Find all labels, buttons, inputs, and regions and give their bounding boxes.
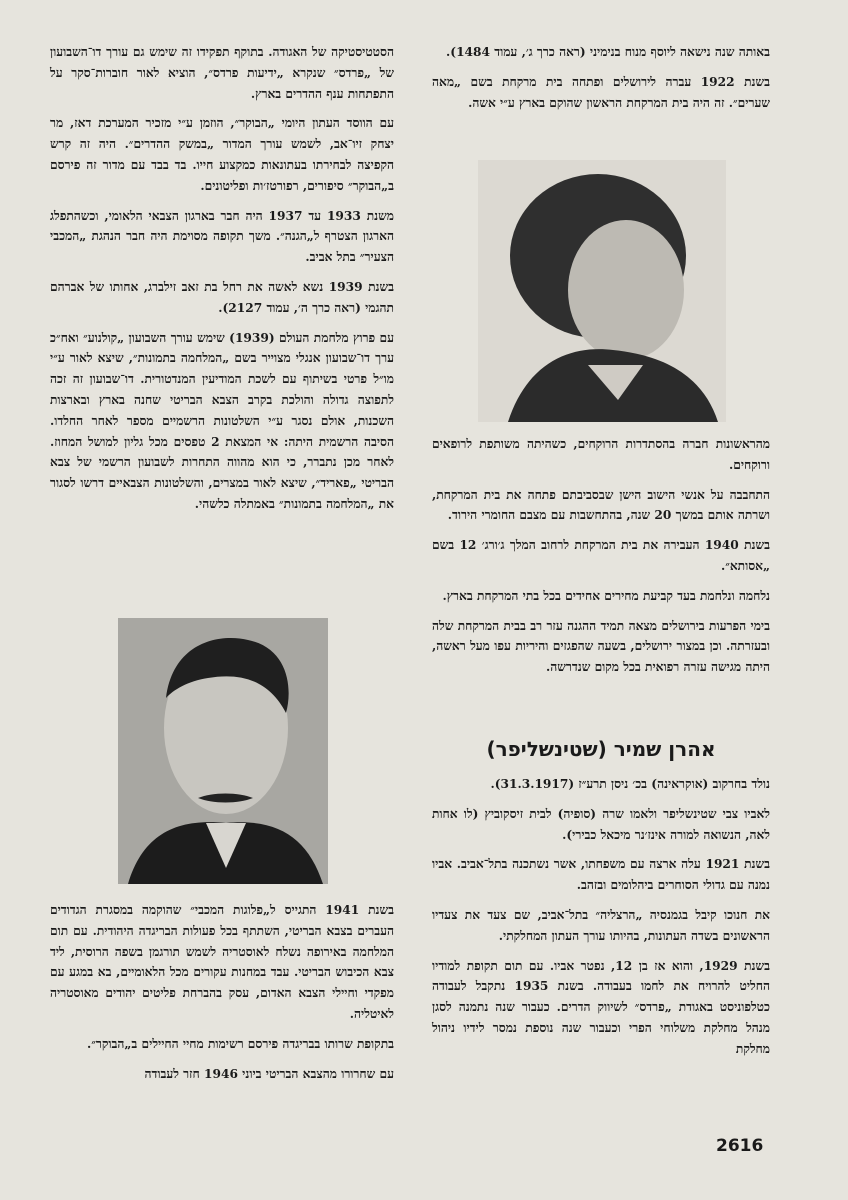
paragraph: נולד בחרקוב (אוקראינה) בכ׳ ניסן תרע״ז (31.3.1917). — [490, 777, 770, 791]
paragraph: משנת 1933 עד 1937 היה חבר בארגון הצבאי הלאומי, וכשהתפלג הארגון הצטרף ל„הגנה״. משך תקופה מסוימת היה חבר הנהגת „המכבי הצעיר״ בתל אביב. — [50, 208, 394, 265]
entry-heading: אהרן שמיר (שטינשליפר) — [486, 737, 716, 761]
left-column-bottom — [50, 900, 394, 1093]
biography-column — [432, 774, 770, 1069]
paragraph: בתקופת שרותו בבריגדה פירסם רשימות מחיי החיילים ב„הבוקר״. — [87, 1036, 394, 1051]
paragraph: עם הווסד העתון היומי „הבוקר״, הוזמן ע״י מזכיר המערכת דאז, מר יצחק זיו־אב, לשמש עורך המדור „במשק ההדרים״. היה זה קרש הקפיצה לבחירתו בעתונאות כמקצוע חייו. בד בבד עם מדור זה פירסם ב„הבוקר״ סיפורים, רפורטז׳ות ופליטונים. — [50, 116, 394, 193]
paragraph: מהראשונות חברה בהסתדרות הרוקחים, כשהיתה משותפת לרופאים ורוקחים. — [432, 437, 770, 472]
woman-portrait-photo — [478, 160, 726, 422]
man-portrait-photo — [118, 618, 328, 884]
paragraph: בשנת 1929, והוא אז בן 12, נפטר אביו. עם תום תקופת למודיו החליט להרויח את לחמו בעבודה. בשנת 1935 נתקבל לעבודה כטלפוניסט באגודת „פרדס״ לשיווק הדרים. כעבור שנה נתמנה לסגן מנהל מחלקת משלוחי הפרי וכעבור שנה נוספת נמסר לידיו ניהול מחלקת — [432, 958, 770, 1056]
paragraph: בשנת 1939 נשא לאשה את רחל בת זאב זילברג, אחותו של אברהם תהגמי (ראה כרך ה׳, עמוד 2127). — [50, 279, 394, 315]
paragraph: עם שחרורו מהצבא הבריטי ביוני 1946 חזר לעבודה — [144, 1066, 394, 1081]
paragraph: התחבבה על אנשי הישוב הישן שבסביבתם פתחה את בית המרקחת, ושרתה אותם במשך 20 שנה, בהתחשבות עם מצבם החומרי הירוד. — [432, 487, 770, 523]
paragraph: נלחמה ונלחמת בעד קביעת מחירים אחידים בכל בתי המרקחת בארץ. — [442, 588, 770, 603]
paragraph: לאביו צבי שטינשליפר ולאמו שרה (סופיה) לבית זיסקוביץ (לו אחות לאה, הנשואה למורה אינז׳נר מיכאל כבירי). — [432, 806, 770, 842]
paragraph: בשנת 1922 עברה לירושלים ופתחה בית מרקחת בשם „מאה שערים״. זה היה בית המרקחת הראשון שהוקם בארץ ע״י אשה. — [432, 74, 770, 110]
right-column-continued — [432, 434, 770, 687]
paragraph: בשנת 1921 עלה ארצה עם משפחתו, אשר נשתכנה בתל־אביב. אביו נמנה עם גדולי הסוחרים ביהלומים ובזהב. — [432, 857, 770, 893]
paragraph: עם פרוץ מלחמת העולם (1939) שימש עורך השבועון „קולנוע״ ואח״כ ערך דו־שבועון אנגלי מצוייר בשם „המלחמה בתמונות״, שיצא לאור ע״י מו״ל פרטי בשיתוף עם לשכת המודיעין המנדטורית. דו־שבועון זה זכה לתפוצה גדולה והולכת בקרב הצבא הבריטי שחנה בארץ ובארצות השכנות, אולם נסגר ע״י השלטונות הרשמיים מספר לאחר החלדו. הסיבה הרשמית היתה: אי המצאת 2 טפסים מכל גליון למושל המחוז. לאחר מכן נתברר, כי הוא מהווה התחרות לשבועון הרשמי של צבא הבריטי „פאריד״, שיצא לאור במצרים, והשלטונות הצבאיים דרשו לסגור את „המלחמה בתמונות״ באמתלה כלשהי. — [50, 330, 395, 511]
page-number: 2616 — [716, 1136, 764, 1156]
paragraph: את חנוכו קיבל בגמנסיה „הרצליה״ בתל־אביב, שם צעד את צעדיו הראשונים בשדה העתונות, בהיותו עורך העתון המחלקתי. — [432, 907, 770, 943]
right-column — [432, 42, 770, 122]
paragraph: בימי הפרעות בירושלים מצאה תמיד ההגנה עזר רב בבית המרקחת שלה ובעזרתה. וכן במצור ירושלים, בשעה שהפגזים והיריות עפו מעל ראשה, היתה מגישה עזרה רפואית בכל מקום שנדרשה. — [432, 618, 770, 675]
paragraph: הסטטיסטיקה של האגודה. בתוקף תפקידו זה שימש גם עורך דו־השבועון של „פרדס״ שנקרא „ידיעות פרדס״, הוציא לאור חוברות־סקר על התפתחות ענף ההדרים בארץ. — [50, 45, 394, 101]
left-column — [50, 42, 394, 524]
paragraph: באותה שנה נישאה ליוסף מנוח בנימיני (ראה כרך ג׳, עמוד 1484). — [446, 45, 770, 59]
paragraph: בשנת 1941 התגייס ל„פלוגות המכבי״ שהוקמה במסגרת הגדודים העברים בצבא הבריטי, השתתף בכל פעולות הבריגדה היהודית. עם תום המלחמה באירופה נשלח לאוסטריה לשמש תורגמן בשפה הרוסית, ליד צבא הכיבוש הבריטי. עבד במחנות עקורים מכל הלאומיים, בא במגע עם מפקדי וחיילי הצבא האדום, עסק בהברחת פליטים יהודים מאוסטריה לאיטליה. — [50, 903, 394, 1021]
paragraph: בשנת 1940 העבירה את בית המרקחת לרחוב המלך ג׳ורג׳ 12 בשם „אסותא״. — [432, 538, 770, 573]
